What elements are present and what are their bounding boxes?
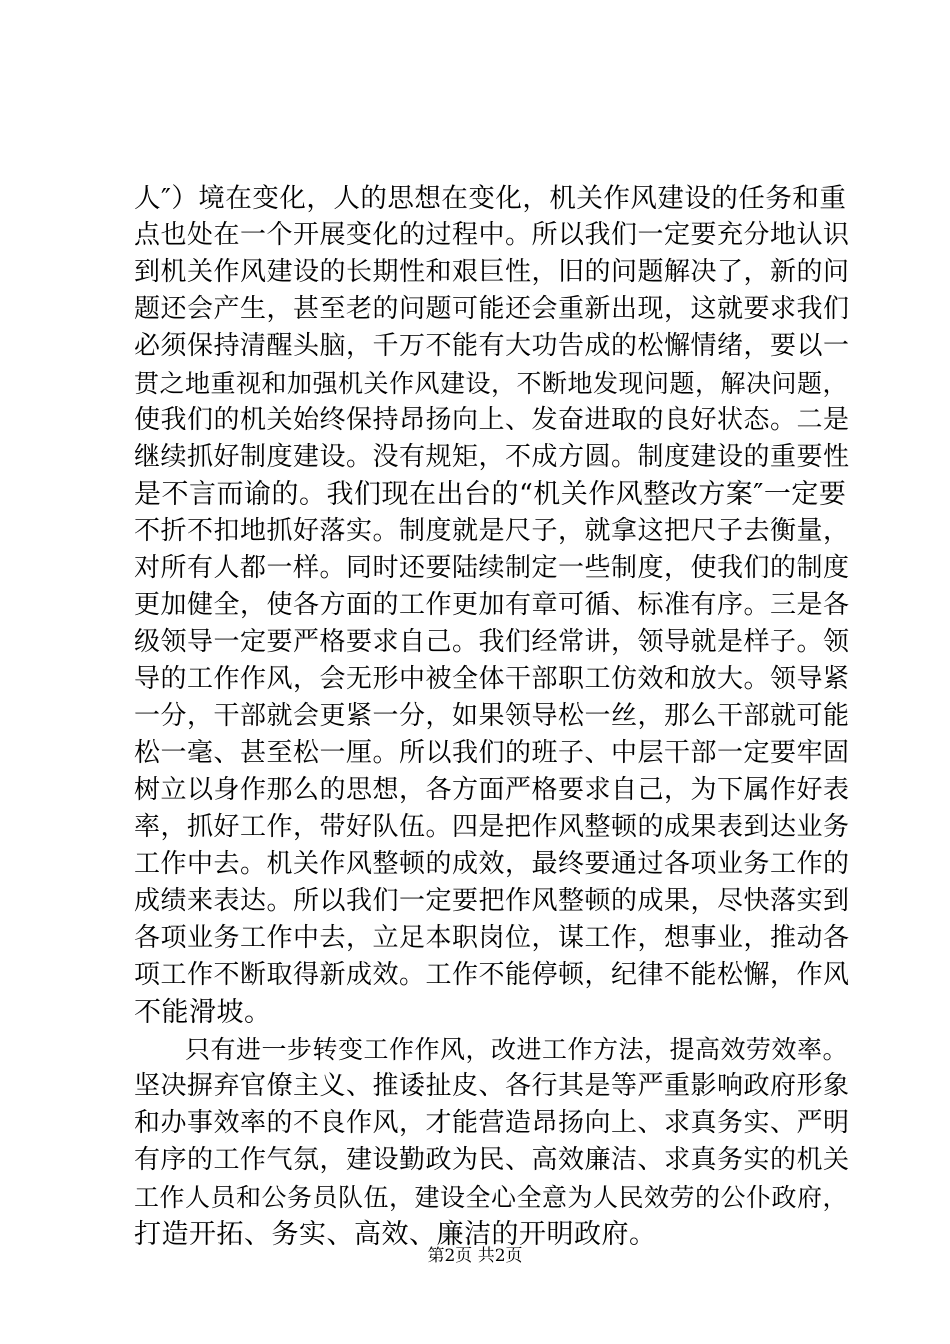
text-line: 工作中去。机关作风整顿的成效，最终要通过各项业务工作的: [134, 849, 850, 879]
text-line: 工作人员和公务员队伍，建设全心全意为人民效劳的公仆政府，: [134, 1183, 849, 1212]
text-line: 更加健全，使各方面的工作更加有章可循、标准有序。三是各: [134, 590, 850, 620]
text-line: 是不言而谕的。我们现在出台的“机关作风整改方案″一定要: [134, 479, 847, 510]
text-line: 导的工作作风，会无形中被全体干部职工仿效和放大。领导紧: [134, 664, 850, 694]
text-line: 到机关作风建设的长期性和艰巨性，旧的问题解决了，新的问: [134, 257, 850, 287]
text-line: 率，抓好工作，带好队伍。四是把作风整顿的成果表到达业务: [134, 812, 850, 842]
text-line: 贯之地重视和加强机关作风建设，不断地发现问题，解决问题，: [134, 369, 849, 398]
text-line: 不折不扣地抓好落实。制度就是尺子，就拿这把尺子去衡量，: [134, 516, 850, 546]
text-line: 不能滑坡。: [134, 997, 272, 1028]
text-line: 打造开拓、务实、高效、廉洁的开明政府。: [134, 1219, 657, 1250]
text-line: 题还会产生，甚至老的问题可能还会重新出现，这就要求我们: [134, 294, 850, 324]
text-line: 松一毫、甚至松一厘。所以我们的班子、中层干部一定要牢固: [134, 738, 850, 768]
text-line: 有序的工作气氛，建设勤政为民、高效廉洁、求真务实的机关: [134, 1145, 850, 1175]
text-line: 必须保持清醒头脑，千万不能有大功告成的松懈情绪，要以一: [134, 331, 850, 361]
text-line: 项工作不断取得新成效。工作不能停顿，纪律不能松懈，作风: [134, 960, 850, 990]
text-line: 继续抓好制度建设。没有规矩，不成方圆。制度建设的重要性: [134, 442, 850, 472]
page-footer: 第2页 共2页: [427, 1246, 523, 1266]
text-line: 使我们的机关始终保持昂扬向上、发奋进取的良好状态。二是: [134, 405, 850, 435]
text-line: 点也处在一个开展变化的过程中。所以我们一定要充分地认识: [134, 220, 850, 250]
text-line: 各项业务工作中去，立足本职岗位，谋工作，想事业，推动各: [134, 923, 850, 953]
text-line: 坚决摒弃官僚主义、推诿扯皮、各行其是等严重影响政府形象: [134, 1071, 850, 1101]
text-line: 人″）境在变化，人的思想在变化，机关作风建设的任务和重: [134, 183, 847, 214]
document-body: [134, 180, 850, 1253]
text-line: 级领导一定要严格要求自己。我们经常讲，领导就是样子。领: [134, 627, 850, 657]
text-line: 树立以身作那么的思想，各方面严格要求自己，为下属作好表: [134, 775, 850, 805]
text-line: 只有进一步转变工作作风，改进工作方法，提高效劳效率。: [134, 1035, 849, 1064]
text-line: 和办事效率的不良作风，才能营造昂扬向上、求真务实、严明: [134, 1108, 850, 1138]
text-line: 对所有人都一样。同时还要陆续制定一些制度，使我们的制度: [134, 553, 850, 583]
text-line: 成绩来表达。所以我们一定要把作风整顿的成果，尽快落实到: [134, 886, 850, 916]
text-line: 一分，干部就会更紧一分，如果领导松一丝，那么干部就可能: [134, 701, 850, 731]
